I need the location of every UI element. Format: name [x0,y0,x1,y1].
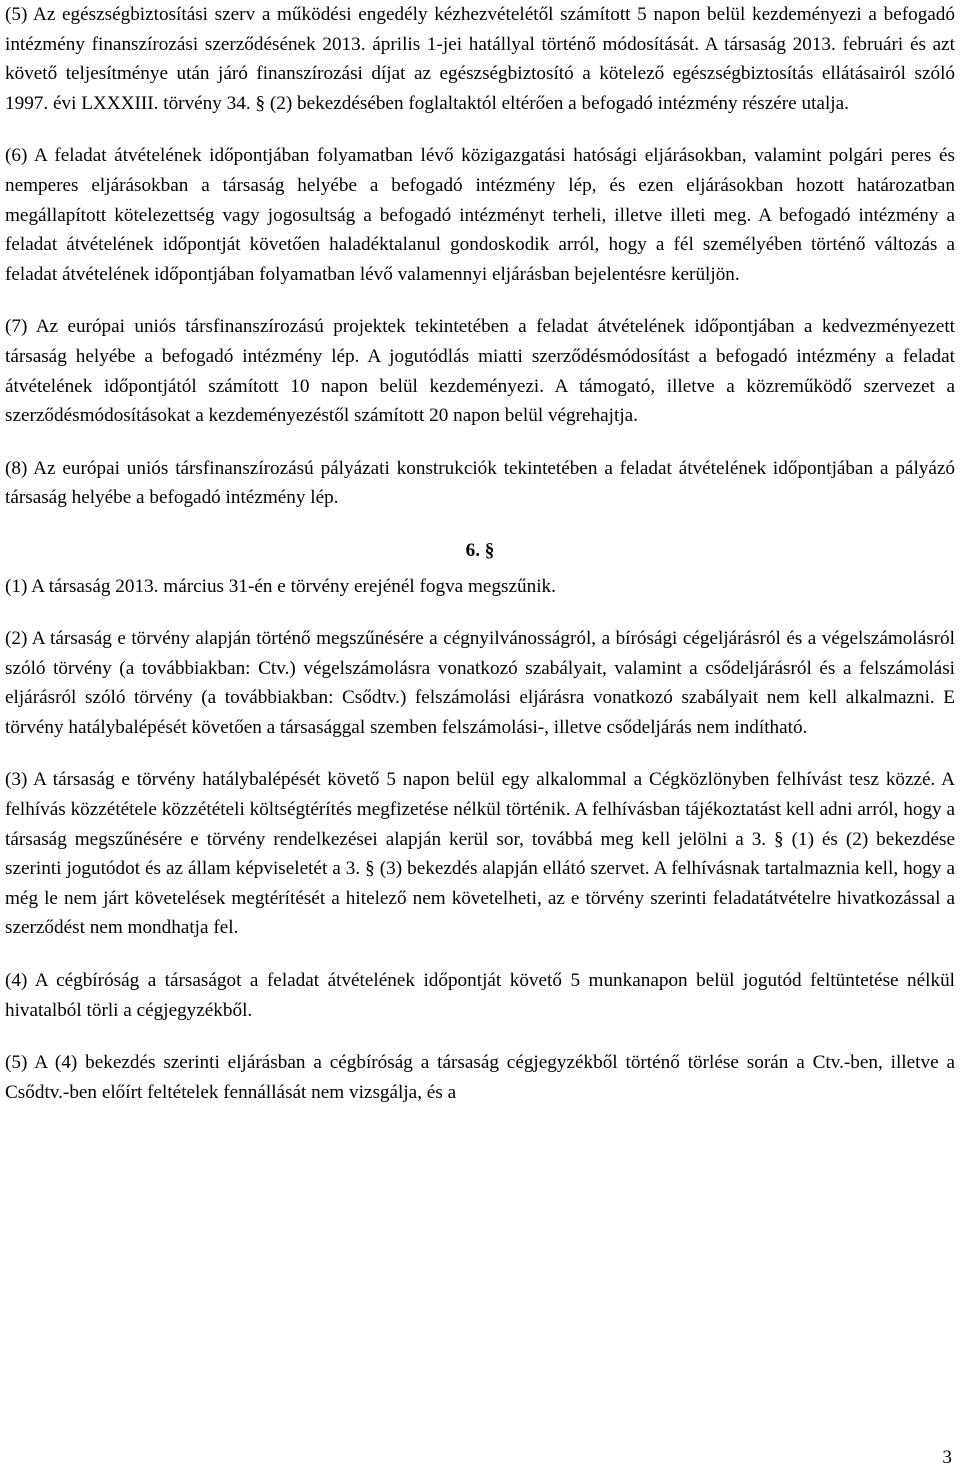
paragraph-6-1: (1) A társaság 2013. március 31-én e törvény erejénél fogva megszűnik. [5,575,556,597]
paragraph-6-5: (5) A (4) bekezdés szerinti eljárásban a cégbíróság a társaság cégjegyzékből történő törlése során a Ctv.-ben, illetve a Csődtv.-ben előírt feltételek fennállását nem vizsgálja, és a [5,1052,955,1103]
paragraph-5-6: (6) A feladat átvételének időpontjában folyamatban lévő közigazgatási hatósági eljárásokban, valamint polgári peres és nemperes eljárásokban a társaság helyébe a befogadó intézmény lép, és ezen eljárásokban hozott határozatban megállapított kötelezettség vagy jogosultság a befogadó intézményt terheli, illetve illeti meg. A befogadó intézmény a feladat átvételének időpontját követően haladéktalanul gondoskodik arról, hogy a fél személyében történő változás a feladat átvételének időpontjában folyamatban lévő valamennyi eljárásban bejelentésre kerüljön. [5,145,955,285]
paragraph-6-3: (3) A társaság e törvény hatálybalépését követő 5 napon belül egy alkalommal a Cégközlönyben felhívást tesz közzé. A felhívás közzététele közzétételi költségtérítés megfizetése nélkül történik. A felhívásban tájékoztatást kell adni arról, hogy a társaság megszűnésére e törvény rendelkezései alapján kerül sor, továbbá meg kell jelölni a 3. § (1) és (2) bekezdése szerinti jogutódot és az állam képviseletét a 3. § (3) bekezdés alapján ellátó szervet. A felhívásnak tartalmaznia kell, hogy a még le nem járt követelések megtérítését a hitelező nem követelheti, az e törvény szerinti feladatátvételre hivatkozással a szerződést nem mondhatja fel. [5,769,955,939]
paragraph-5-8: (8) Az európai uniós társfinanszírozású pályázati konstrukciók tekintetében a feladat átvételének időpontjában a pályázó társaság helyébe a befogadó intézmény lép. [5,457,955,509]
paragraph-5-1: (5) Az egészségbiztosítási szerv a működési engedély kézhezvételétől számított 5 napon belül kezdeményezi a befogadó intézmény finanszírozási szerződésének 2013. április 1-jei hatállyal történő módosítását. A társaság 2013. februári és azt követő teljesítménye után járó finanszírozási díjat az egészségbiztosító a kötelező egészségbiztosítás ellátásairól szóló 1997. évi LXXXIII. törvény 34. § (2) bekezdésében foglaltaktól eltérően a befogadó intézmény részére utalja. [5,4,955,114]
page-number: 3 [942,1447,952,1468]
paragraph-5-7: (7) Az európai uniós társfinanszírozású projektek tekintetében a feladat átvételének időpontjában a kedvezményezett társaság helyébe a befogadó intézmény lép. A jogutódlás miatti szerződésmódosítást a befogadó intézmény a feladat átvételének időpontjától számított 10 napon belül kezdeményezi. A támogató, illetve a közreműködő szervezet a szerződésmódosításokat a kezdeményezéstől számított 20 napon belül végrehajtja. [5,316,955,427]
paragraph-6-4: (4) A cégbíróság a társaságot a feladat átvételének időpontját követő 5 munkanapon belül jogutód feltüntetése nélkül hivatalból törli a cégjegyzékből. [5,970,955,1021]
document-page [5,0,955,1130]
paragraph-6-2: (2) A társaság e törvény alapján történő megszűnésére a cégnyilvánosságról, a bírósági cégeljárásról és a végelszámolásról szóló törvény (a továbbiakban: Ctv.) végelszámolásra vonatkozó szabályait, valamint a csődeljárásról és a felszámolási eljárásról szóló törvény (a továbbiakban: Csődtv.) felszámolási eljárásra vonatkozó szabályait nem kell alkalmazni. E törvény hatálybalépését követően a társasággal szemben felszámolási-, illetve csődeljárás nem indítható. [5,628,955,738]
section-heading: 6. § [465,539,495,561]
